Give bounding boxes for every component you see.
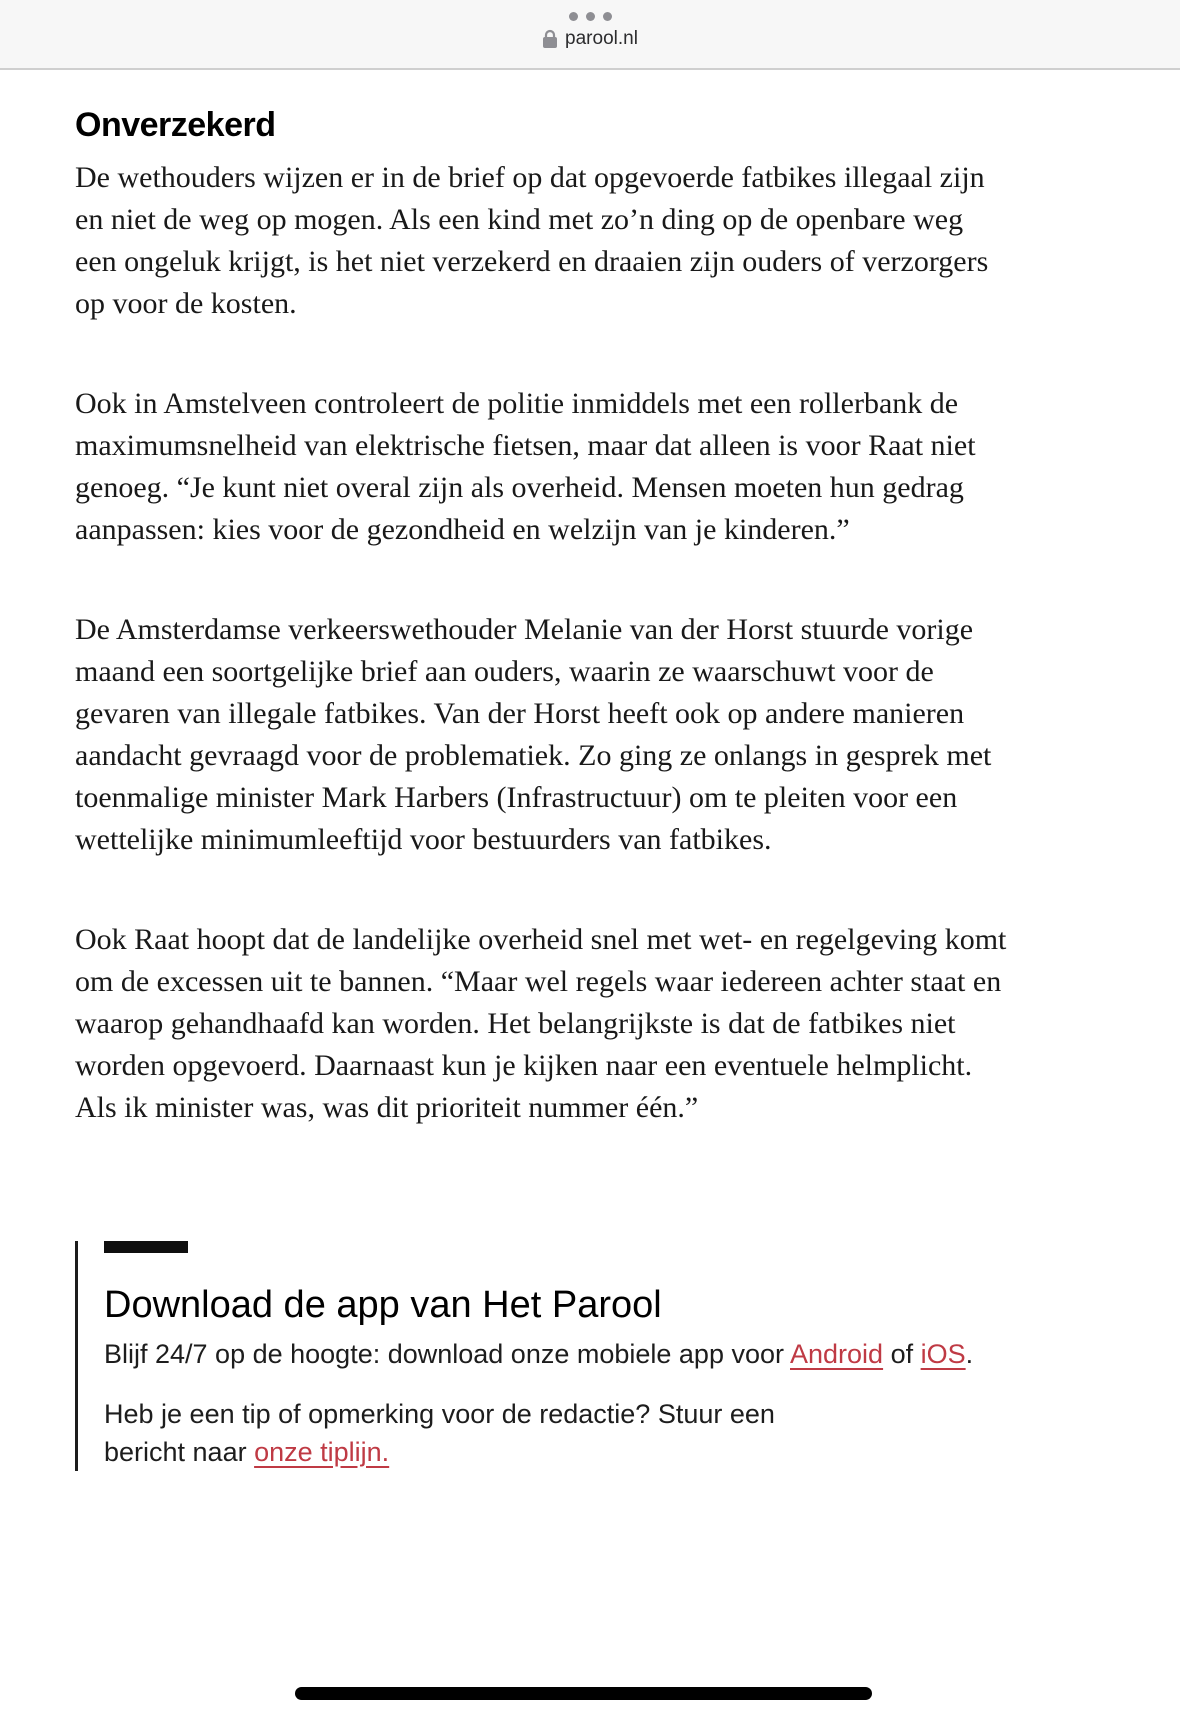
ellipsis-dot <box>586 12 595 21</box>
promo-accent-bar <box>104 1241 188 1253</box>
ellipsis-dot <box>569 12 578 21</box>
promo-tip-line <box>104 1395 1065 1471</box>
ellipsis-menu-icon[interactable] <box>569 12 612 21</box>
ios-link[interactable]: iOS <box>920 1339 966 1369</box>
article-paragraph: Ook Raat hoopt dat de landelijke overheid snel met wet- en regelgeving komt om de excessen uit te bannen. “Maar wel regels waar iedereen achter staat en waarop gehandhaafd kan worden. Het belangrijkste is dat de fatbikes niet worden opgevoerd. Daarnaast kun je kijken naar een eventuele helmplicht. Als ik minister was, was dit prioriteit nummer één.” <box>75 923 1007 1124</box>
promo-title: Download de app van Het Parool <box>104 1284 662 1326</box>
android-link[interactable]: Android <box>790 1339 884 1369</box>
article-paragraph: De wethouders wijzen er in de brief op dat opgevoerde fatbikes illegaal zijn en niet de weg op mogen. Als een kind met zo’n ding op de openbare weg een ongeluk krijgt, is het niet verzekerd en draaien zijn ouders of verzorgers op voor de kosten. <box>75 161 989 320</box>
article-content <box>0 70 1180 1471</box>
url-domain: parool.nl <box>565 28 638 49</box>
tip-line-link[interactable]: onze tiplijn. <box>254 1437 390 1467</box>
home-indicator[interactable] <box>295 1687 872 1700</box>
section-heading: Onverzekerd <box>75 106 276 144</box>
article-paragraph: De Amsterdamse verkeerswethouder Melanie van der Horst stuurde vorige maand een soortgelijke brief aan ouders, waarin ze waarschuwt voor de gevaren van illegale fatbikes. Van der Horst heeft ook op andere manieren aandacht gevraagd voor de problematiek. Zo ging ze onlangs in gesprek met toenmalige minister Mark Harbers (Infrastructuur) om te pleiten voor een wettelijke minimumleeftijd voor bestuurders van fatbikes. <box>75 613 992 856</box>
promo-app-line <box>104 1335 1065 1373</box>
app-promo-box <box>75 1241 1065 1471</box>
ellipsis-dot <box>603 12 612 21</box>
promo-app-text: . <box>965 1339 974 1369</box>
browser-topbar <box>0 0 1180 70</box>
lock-icon <box>542 29 558 49</box>
promo-app-text: of <box>883 1339 921 1369</box>
promo-tip-text: bericht naar <box>104 1437 255 1467</box>
address-bar[interactable] <box>542 28 638 50</box>
promo-tip-text: Heb je een tip of opmerking voor de redactie? Stuur een <box>104 1399 775 1429</box>
article-paragraph: Ook in Amstelveen controleert de politie inmiddels met een rollerbank de maximumsnelheid van elektrische fietsen, maar dat alleen is voor Raat niet genoeg. “Je kunt niet overal zijn als overheid. Mensen moeten hun gedrag aanpassen: kies voor de gezondheid en welzijn van je kinderen.” <box>75 387 976 546</box>
promo-app-text: Blijf 24/7 op de hoogte: download onze mobiele app voor <box>104 1339 790 1369</box>
